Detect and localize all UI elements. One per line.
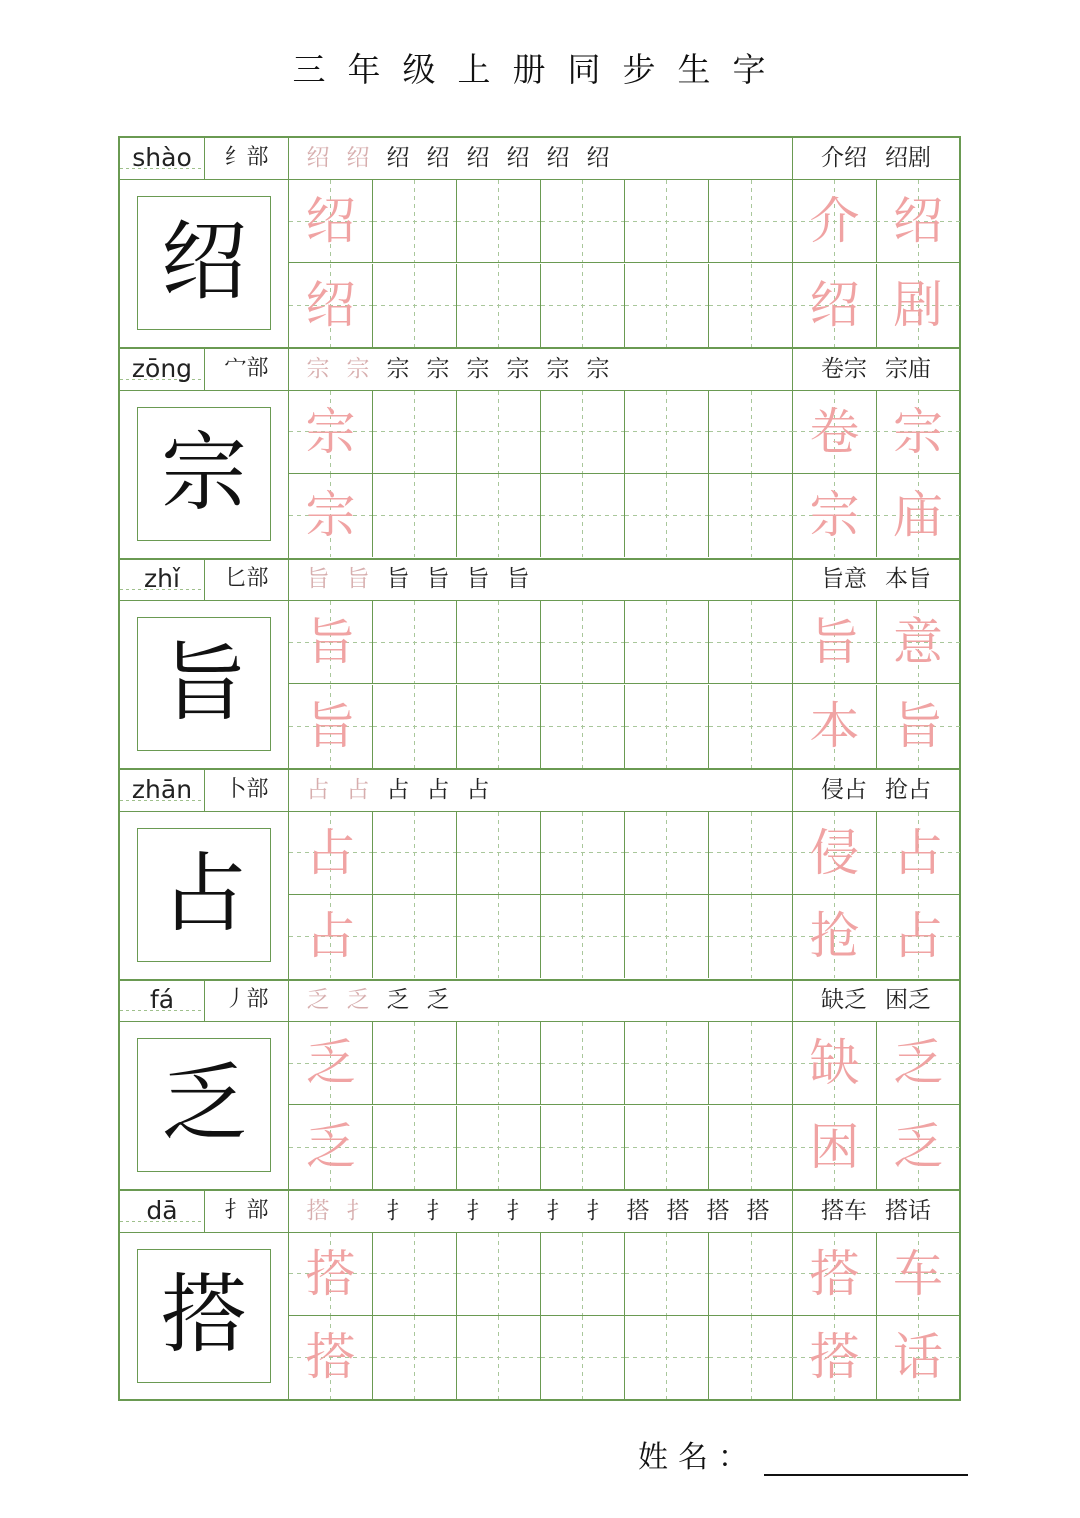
radical-label: 卜部 (205, 770, 289, 811)
stroke-step: 搭 (626, 1197, 656, 1224)
practice-cell[interactable] (709, 474, 793, 557)
model-char-area (120, 1022, 289, 1189)
word-practice-grid (793, 601, 959, 768)
practice-cell[interactable] (457, 895, 541, 978)
word-trace-cell[interactable]: 卷 (793, 391, 877, 474)
stroke-step: 绍 (346, 145, 376, 171)
practice-cell[interactable] (709, 601, 793, 684)
practice-cell[interactable] (373, 601, 457, 684)
practice-cell[interactable] (457, 1316, 541, 1399)
practice-cell[interactable] (541, 1233, 625, 1316)
stroke-step: 绍 (546, 145, 576, 171)
practice-cell[interactable] (373, 895, 457, 978)
practice-cell[interactable] (373, 685, 457, 768)
stroke-step: 宗 (306, 355, 336, 382)
example-word: 宗庙 (885, 355, 931, 382)
pinyin: dā (120, 1191, 205, 1232)
stroke-step: 宗 (346, 355, 376, 382)
trace-char-cell[interactable]: 乏 (289, 1022, 373, 1105)
word-trace-cell[interactable]: 乏 (876, 1022, 960, 1105)
word-trace-cell[interactable]: 搭 (793, 1316, 877, 1399)
example-word: 本旨 (885, 566, 931, 592)
word-trace-cell[interactable]: 占 (876, 895, 960, 978)
practice-grid (289, 1233, 793, 1400)
practice-cell[interactable] (373, 264, 457, 347)
trace-char-cell[interactable]: 搭 (289, 1316, 373, 1399)
practice-cell[interactable] (541, 1316, 625, 1399)
pinyin: zhǐ (120, 559, 205, 600)
stroke-step: 占 (466, 776, 496, 803)
word-trace-cell[interactable]: 绍 (793, 264, 877, 347)
practice-cell[interactable] (541, 1106, 625, 1189)
stroke-step: 绍 (306, 145, 336, 171)
page-title: 三年级上册同步生字 (292, 50, 788, 89)
stroke-step: 旨 (466, 566, 496, 592)
practice-cell[interactable] (541, 895, 625, 978)
practice-cell[interactable] (457, 264, 541, 347)
practice-cell[interactable] (373, 180, 457, 263)
stroke-step: 绍 (586, 145, 616, 171)
word-trace-cell[interactable]: 宗 (793, 474, 877, 557)
example-word: 介绍 (821, 145, 867, 171)
word-practice-grid (793, 180, 959, 347)
model-char-area (120, 601, 289, 768)
practice-grid (289, 391, 793, 558)
pinyin: zōng (120, 349, 205, 390)
word-trace-cell[interactable]: 搭 (793, 1233, 877, 1316)
stroke-order (289, 138, 793, 179)
practice-cell[interactable] (457, 1233, 541, 1316)
practice-cell[interactable] (457, 180, 541, 263)
word-trace-cell[interactable]: 占 (876, 812, 960, 895)
char-header-row (120, 770, 959, 812)
char-block (120, 349, 959, 560)
practice-cell[interactable] (625, 1233, 709, 1316)
example-word: 缺乏 (821, 987, 867, 1013)
word-trace-cell[interactable]: 抢 (793, 895, 877, 978)
stroke-step: 搭 (746, 1197, 776, 1224)
word-practice-grid (793, 391, 959, 558)
stroke-order (289, 980, 793, 1021)
practice-cell[interactable] (709, 895, 793, 978)
stroke-step: 扌 (386, 1197, 416, 1224)
stroke-step: 占 (346, 776, 376, 803)
trace-char-cell[interactable]: 旨 (289, 685, 373, 768)
model-char-area (120, 391, 289, 558)
example-words (793, 980, 959, 1021)
stroke-step: 扌 (586, 1197, 616, 1224)
worksheet (118, 136, 961, 1401)
word-practice-grid (793, 1233, 959, 1400)
example-words (793, 138, 959, 179)
word-trace-cell[interactable]: 旨 (876, 685, 960, 768)
model-char: 占 (137, 828, 271, 962)
stroke-step: 绍 (466, 145, 496, 171)
char-block (120, 559, 959, 770)
word-trace-cell[interactable]: 侵 (793, 812, 877, 895)
word-trace-cell[interactable]: 绍 (876, 180, 960, 263)
word-trace-cell[interactable]: 缺 (793, 1022, 877, 1105)
practice-cell[interactable] (625, 264, 709, 347)
word-trace-cell[interactable]: 旨 (793, 601, 877, 684)
practice-cell[interactable] (373, 474, 457, 557)
radical-label: 扌部 (205, 1191, 289, 1232)
stroke-step: 乏 (346, 987, 376, 1013)
example-word: 搭话 (885, 1197, 931, 1224)
practice-cell[interactable] (541, 180, 625, 263)
practice-cell[interactable] (709, 1316, 793, 1399)
practice-cell[interactable] (709, 1106, 793, 1189)
practice-cell[interactable] (373, 1316, 457, 1399)
practice-grid (289, 180, 793, 347)
practice-cell[interactable] (709, 1022, 793, 1105)
practice-cell[interactable] (541, 685, 625, 768)
practice-grid (289, 1022, 793, 1189)
trace-char-cell[interactable]: 占 (289, 895, 373, 978)
stroke-step: 宗 (386, 355, 416, 382)
stroke-step: 绍 (506, 145, 536, 171)
example-words (793, 1191, 959, 1232)
practice-cell[interactable] (457, 812, 541, 895)
practice-cell[interactable] (625, 474, 709, 557)
practice-cell[interactable] (541, 812, 625, 895)
practice-cell[interactable] (625, 812, 709, 895)
practice-cell[interactable] (625, 1316, 709, 1399)
practice-cell[interactable] (457, 474, 541, 557)
stroke-step: 宗 (586, 355, 616, 382)
stroke-step: 乏 (306, 987, 336, 1013)
trace-char-cell[interactable]: 旨 (289, 601, 373, 684)
example-word: 旨意 (821, 566, 867, 592)
stroke-step: 扌 (346, 1197, 376, 1224)
stroke-order (289, 559, 793, 600)
practice-cell[interactable] (709, 812, 793, 895)
practice-cell[interactable] (373, 1233, 457, 1316)
stroke-step: 扌 (506, 1197, 536, 1224)
practice-cell[interactable] (541, 264, 625, 347)
practice-cell[interactable] (709, 685, 793, 768)
stroke-step: 乏 (426, 987, 456, 1013)
practice-cell[interactable] (457, 391, 541, 474)
practice-cell[interactable] (373, 812, 457, 895)
stroke-step: 宗 (506, 355, 536, 382)
example-words (793, 770, 959, 811)
practice-cell[interactable] (541, 474, 625, 557)
example-word: 绍剧 (885, 145, 931, 171)
stroke-step: 宗 (426, 355, 456, 382)
practice-cell[interactable] (457, 1106, 541, 1189)
word-trace-cell[interactable]: 意 (876, 601, 960, 684)
word-trace-cell[interactable]: 乏 (876, 1106, 960, 1189)
model-char: 绍 (137, 196, 271, 330)
practice-cell[interactable] (457, 685, 541, 768)
practice-cell[interactable] (541, 601, 625, 684)
stroke-step: 绍 (426, 145, 456, 171)
model-char: 旨 (137, 617, 271, 751)
radical-label: 丿部 (205, 980, 289, 1021)
trace-char-cell[interactable]: 搭 (289, 1233, 373, 1316)
stroke-step: 搭 (666, 1197, 696, 1224)
stroke-step: 搭 (306, 1197, 336, 1224)
name-label: 姓名： (638, 1440, 758, 1475)
stroke-step: 扌 (546, 1197, 576, 1224)
trace-char-cell[interactable]: 绍 (289, 180, 373, 263)
char-block (120, 980, 959, 1191)
model-char: 乏 (137, 1038, 271, 1172)
word-trace-cell[interactable]: 庙 (876, 474, 960, 557)
example-word: 困乏 (885, 987, 931, 1013)
word-trace-cell[interactable]: 宗 (876, 391, 960, 474)
example-words (793, 559, 959, 600)
stroke-order (289, 349, 793, 390)
stroke-step: 占 (426, 776, 456, 803)
stroke-step: 宗 (546, 355, 576, 382)
word-trace-cell[interactable]: 介 (793, 180, 877, 263)
trace-char-cell[interactable]: 宗 (289, 391, 373, 474)
stroke-step: 乏 (386, 987, 416, 1013)
practice-cell[interactable] (457, 1022, 541, 1105)
model-char-area (120, 180, 289, 347)
stroke-step: 宗 (466, 355, 496, 382)
practice-cell[interactable] (373, 1106, 457, 1189)
practice-cell[interactable] (625, 1022, 709, 1105)
practice-cell[interactable] (625, 601, 709, 684)
practice-cell[interactable] (709, 391, 793, 474)
word-practice-grid (793, 1022, 959, 1189)
char-header-row (120, 980, 959, 1022)
radical-label: 纟部 (205, 138, 289, 179)
word-trace-cell[interactable]: 本 (793, 685, 877, 768)
model-char-area (120, 1233, 289, 1400)
trace-char-cell[interactable]: 宗 (289, 474, 373, 557)
stroke-step: 占 (306, 776, 336, 803)
trace-char-cell[interactable]: 绍 (289, 264, 373, 347)
trace-char-cell[interactable]: 占 (289, 812, 373, 895)
char-header-row (120, 559, 959, 601)
example-word: 抢占 (885, 776, 931, 803)
stroke-step: 占 (386, 776, 416, 803)
stroke-step: 旨 (426, 566, 456, 592)
stroke-step: 旨 (346, 566, 376, 592)
model-char-area (120, 812, 289, 979)
word-trace-cell[interactable]: 车 (876, 1233, 960, 1316)
stroke-step: 绍 (386, 145, 416, 171)
char-block (120, 770, 959, 981)
practice-cell[interactable] (541, 1022, 625, 1105)
word-trace-cell[interactable]: 剧 (876, 264, 960, 347)
practice-cell[interactable] (625, 1106, 709, 1189)
radical-label: 宀部 (205, 349, 289, 390)
word-practice-grid (793, 812, 959, 979)
char-block (120, 138, 959, 349)
radical-label: 匕部 (205, 559, 289, 600)
pinyin: shào (120, 138, 205, 179)
pinyin: zhān (120, 770, 205, 811)
name-blank[interactable] (764, 1444, 968, 1476)
trace-char-cell[interactable]: 乏 (289, 1106, 373, 1189)
stroke-step: 旨 (306, 566, 336, 592)
practice-cell[interactable] (709, 1233, 793, 1316)
stroke-step: 搭 (706, 1197, 736, 1224)
stroke-step: 旨 (506, 566, 536, 592)
model-char: 搭 (137, 1249, 271, 1383)
name-field[interactable] (638, 1432, 968, 1476)
stroke-order (289, 1191, 793, 1232)
char-header-row (120, 349, 959, 391)
practice-cell[interactable] (709, 180, 793, 263)
example-word: 搭车 (821, 1197, 867, 1224)
practice-cell[interactable] (625, 895, 709, 978)
practice-cell[interactable] (373, 391, 457, 474)
pinyin: fá (120, 980, 205, 1021)
char-header-row (120, 138, 959, 180)
char-header-row (120, 1191, 959, 1233)
char-block (120, 1191, 959, 1402)
practice-cell[interactable] (625, 391, 709, 474)
stroke-step: 旨 (386, 566, 416, 592)
example-words (793, 349, 959, 390)
example-word: 侵占 (821, 776, 867, 803)
stroke-step: 扌 (466, 1197, 496, 1224)
word-trace-cell[interactable]: 困 (793, 1106, 877, 1189)
stroke-step: 扌 (426, 1197, 456, 1224)
practice-cell[interactable] (709, 264, 793, 347)
stroke-order (289, 770, 793, 811)
practice-grid (289, 601, 793, 768)
practice-cell[interactable] (541, 391, 625, 474)
model-char: 宗 (137, 407, 271, 541)
word-trace-cell[interactable]: 话 (876, 1316, 960, 1399)
practice-cell[interactable] (625, 180, 709, 263)
practice-cell[interactable] (373, 1022, 457, 1105)
example-word: 卷宗 (821, 355, 867, 382)
practice-cell[interactable] (457, 601, 541, 684)
practice-cell[interactable] (625, 685, 709, 768)
practice-grid (289, 812, 793, 979)
